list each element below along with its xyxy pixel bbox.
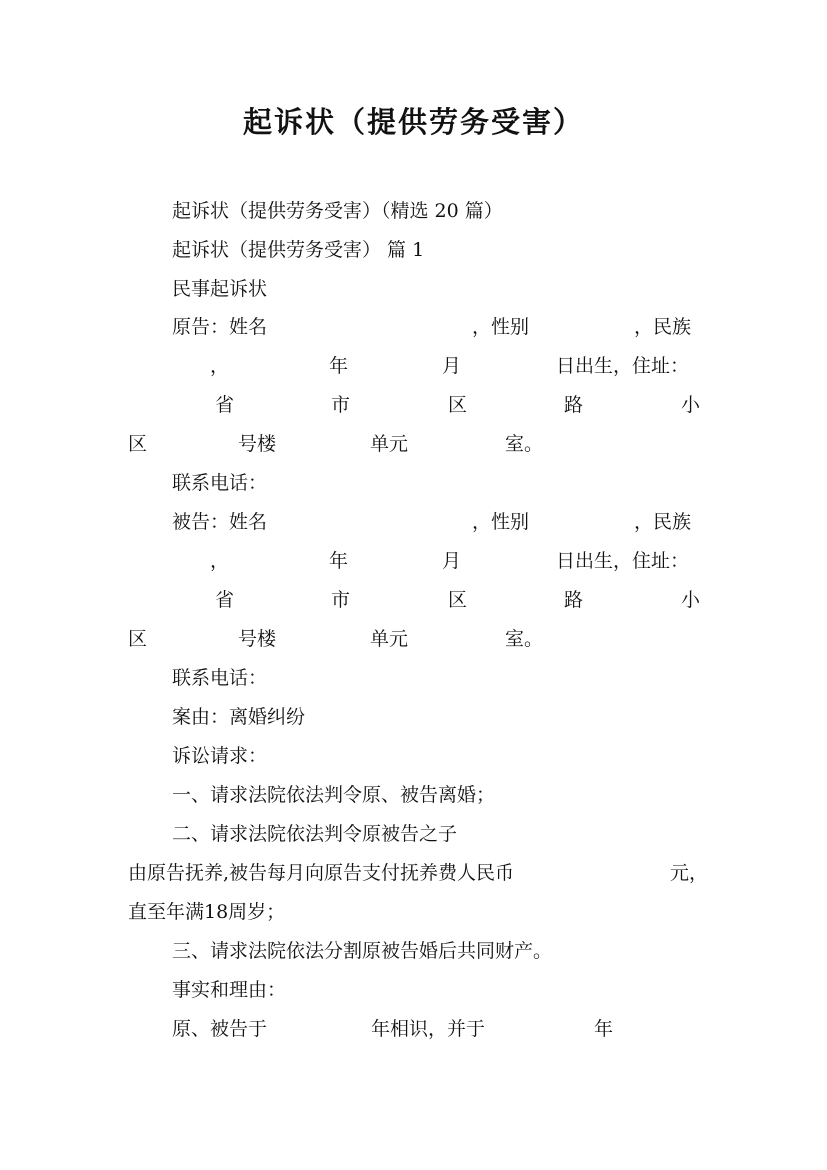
form-title: 民事起诉状 xyxy=(172,278,268,300)
facts-line-middle: 年相识，并于 xyxy=(371,1018,486,1040)
facts-heading: 事实和理由： xyxy=(172,979,287,1001)
birth-address-label: 日出生，住址： xyxy=(556,355,690,377)
section-heading: 起诉状（提供劳务受害） 篇 1 xyxy=(172,239,425,261)
defendant-contact-label: 联系电话： xyxy=(172,667,268,689)
comma: ， xyxy=(210,550,230,572)
gender-label: ，性别 xyxy=(472,316,530,338)
district-label: 区 xyxy=(448,394,468,416)
facts-line-end: 年 xyxy=(594,1018,614,1040)
document-title: 起诉状（提供劳务受害） xyxy=(242,105,584,139)
city-label: 市 xyxy=(331,589,351,611)
room-label: 室。 xyxy=(505,433,544,455)
province-label: 省 xyxy=(215,589,235,611)
subtitle-line: 起诉状（提供劳务受害）（精选 20 篇） xyxy=(172,200,503,222)
birth-address-label: 日出生，住址： xyxy=(556,550,690,572)
unit-label: 单元 xyxy=(370,433,409,455)
city-label: 市 xyxy=(331,394,351,416)
year-label: 年 xyxy=(329,355,349,377)
gender-label: ，性别 xyxy=(472,511,530,533)
road-label: 路 xyxy=(564,589,584,611)
room-label: 室。 xyxy=(505,628,544,650)
plaintiff-contact-label: 联系电话： xyxy=(172,472,268,494)
ethnic-label: ，民族 xyxy=(634,316,692,338)
claims-heading: 诉讼请求： xyxy=(172,745,268,767)
province-label: 省 xyxy=(215,394,235,416)
year-label: 年 xyxy=(329,550,349,572)
claim-2-continued: 由原告抚养,被告每月向原告支付抚养费人民币 xyxy=(128,862,515,884)
unit-label: 单元 xyxy=(370,628,409,650)
facts-line-start: 原、被告于 xyxy=(172,1018,268,1040)
road-label: 路 xyxy=(564,394,584,416)
claim-2-until: 直至年满18周岁； xyxy=(128,901,286,923)
case-cause: 案由：离婚纠纷 xyxy=(172,706,306,728)
claim-3: 三、请求法院依法分割原被告婚后共同财产。 xyxy=(172,940,553,962)
defendant-name-label: 被告：姓名 xyxy=(172,511,268,533)
building-label: 号楼 xyxy=(238,628,277,650)
ethnic-label: ，民族 xyxy=(634,511,692,533)
district-label: 区 xyxy=(448,589,468,611)
month-label: 月 xyxy=(442,550,462,572)
xiao-label: 小 xyxy=(681,589,701,611)
comma: ， xyxy=(210,355,230,377)
qu-label: 区 xyxy=(128,433,148,455)
plaintiff-name-label: 原告：姓名 xyxy=(172,316,268,338)
claim-1: 一、请求法院依法判令原、被告离婚； xyxy=(172,784,496,806)
qu-label: 区 xyxy=(128,628,148,650)
claim-2: 二、请求法院依法判令原被告之子 xyxy=(172,823,458,845)
claim-2-yuan: 元， xyxy=(670,862,709,884)
building-label: 号楼 xyxy=(238,433,277,455)
month-label: 月 xyxy=(442,355,462,377)
xiao-label: 小 xyxy=(681,394,701,416)
